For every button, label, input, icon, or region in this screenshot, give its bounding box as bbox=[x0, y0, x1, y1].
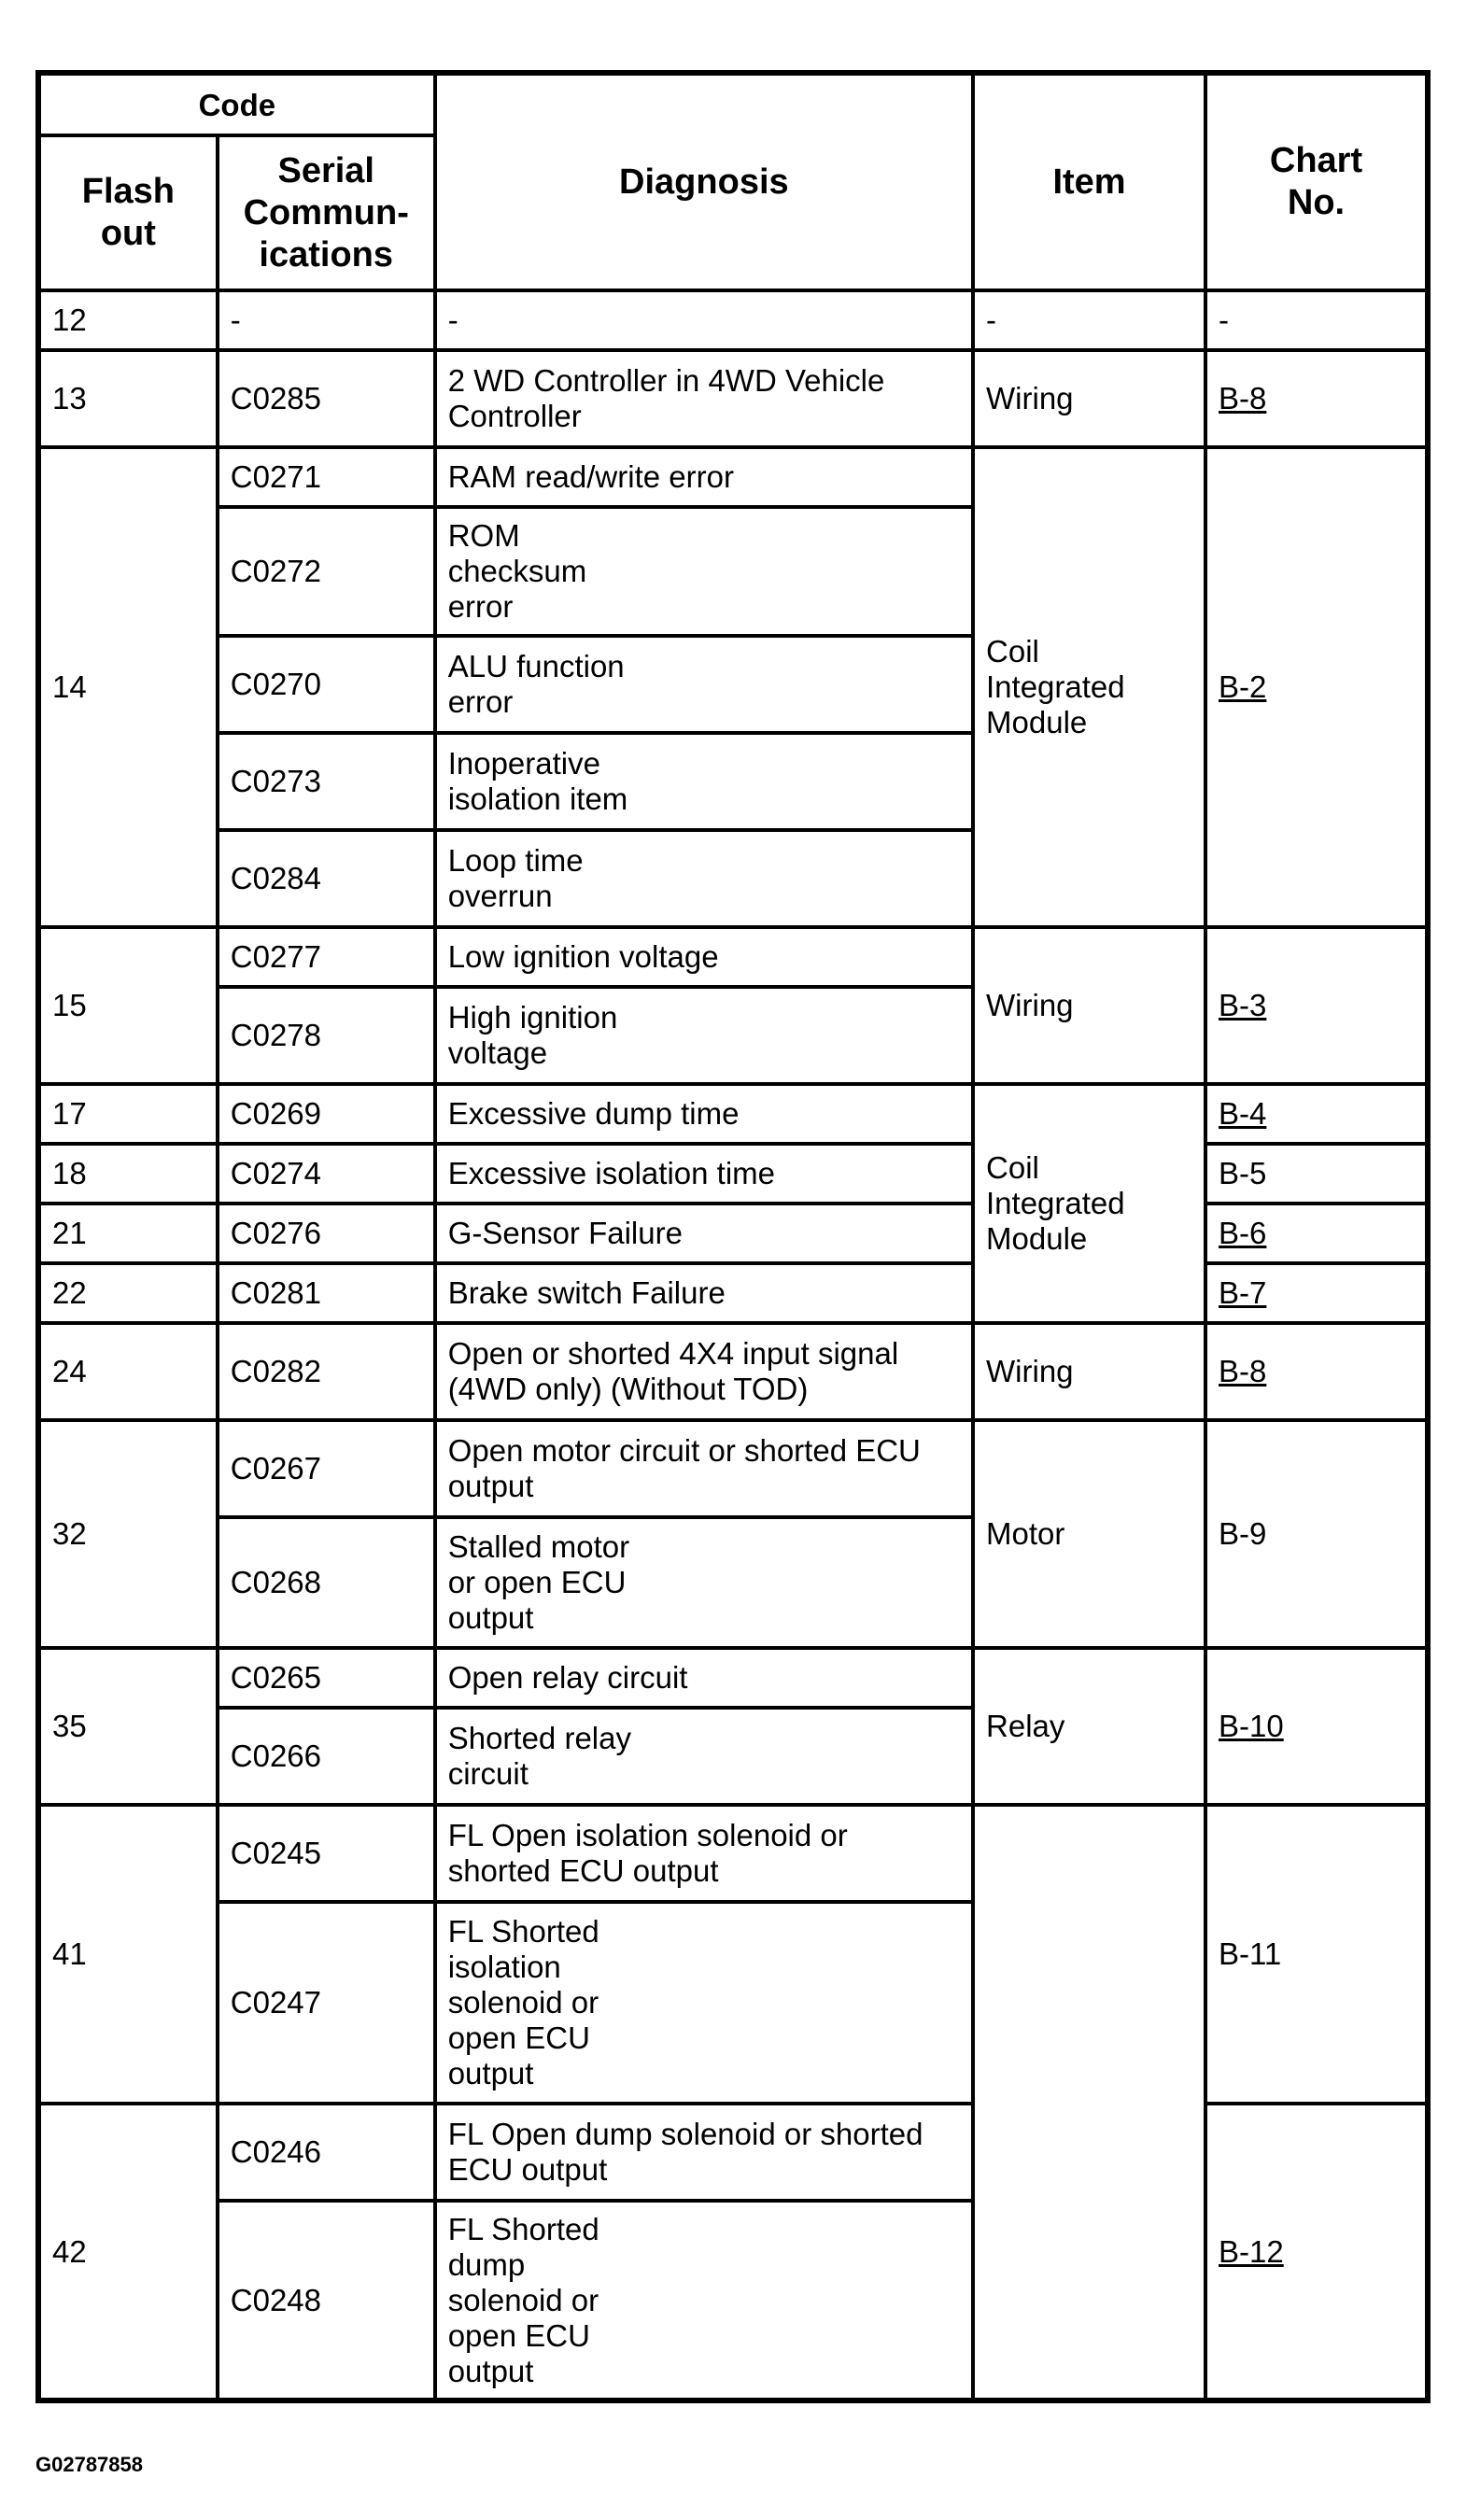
flash-out-header: Flash out bbox=[38, 135, 218, 290]
diagnosis-text: Excessive isolation time bbox=[435, 1144, 973, 1204]
table-row bbox=[38, 290, 1428, 350]
diagnosis-text: Open relay circuit bbox=[435, 1648, 973, 1708]
flash-code: 35 bbox=[38, 1648, 218, 1805]
chart-link[interactable]: B-10 bbox=[1219, 1709, 1284, 1743]
table-row bbox=[38, 1805, 1428, 1902]
diagnostic-code-table bbox=[35, 70, 1431, 2403]
item-text: Coil Integrated Module bbox=[973, 1084, 1205, 1323]
diagnosis-text: Open or shorted 4X4 input signal (4WD only) (Without TOD) bbox=[435, 1323, 973, 1420]
serial-code: C0246 bbox=[218, 2104, 435, 2201]
table-row bbox=[38, 1323, 1428, 1420]
diagnosis-text: G-Sensor Failure bbox=[435, 1204, 973, 1263]
diagnosis-text: Inoperative isolation item bbox=[435, 733, 973, 830]
table-row bbox=[38, 1204, 1428, 1263]
chart-link[interactable]: B-3 bbox=[1219, 988, 1267, 1022]
diagnosis-text: ROM checksum error bbox=[435, 507, 973, 636]
serial-code: C0266 bbox=[218, 1708, 435, 1805]
diagnosis-text: Brake switch Failure bbox=[435, 1263, 973, 1323]
diagnosis-text: FL Shorted isolation solenoid or open ECU output bbox=[435, 1902, 973, 2104]
serial-code: C0284 bbox=[218, 830, 435, 927]
diagnosis-text: Loop time overrun bbox=[435, 830, 973, 927]
item-text: Wiring bbox=[973, 350, 1205, 447]
chart-link[interactable]: B-7 bbox=[1219, 1275, 1267, 1310]
serial-code: C0273 bbox=[218, 733, 435, 830]
item-text: Coil Integrated Module bbox=[973, 447, 1205, 927]
serial-code: C0248 bbox=[218, 2201, 435, 2400]
table-row bbox=[38, 350, 1428, 447]
flash-code: 13 bbox=[38, 350, 218, 447]
item-text: Wiring bbox=[973, 1323, 1205, 1420]
serial-code: C0271 bbox=[218, 447, 435, 507]
serial-communications-header: Serial Commun- ications bbox=[218, 135, 435, 290]
diagnosis-text: FL Open dump solenoid or shorted ECU output bbox=[435, 2104, 973, 2201]
item-text: Motor bbox=[973, 1420, 1205, 1648]
serial-code: C0276 bbox=[218, 1204, 435, 1263]
serial-code: C0274 bbox=[218, 1144, 435, 1204]
flash-code: 17 bbox=[38, 1084, 218, 1144]
flash-code: 15 bbox=[38, 927, 218, 1084]
item-header: Item bbox=[973, 73, 1205, 290]
chart-no: - bbox=[1205, 290, 1428, 350]
item-text: - bbox=[973, 290, 1205, 350]
item-text: Relay bbox=[973, 1648, 1205, 1805]
serial-code: C0265 bbox=[218, 1648, 435, 1708]
diagnosis-header: Diagnosis bbox=[435, 73, 973, 290]
serial-code: C0272 bbox=[218, 507, 435, 636]
serial-code: C0281 bbox=[218, 1263, 435, 1323]
diagnosis-text: High ignition voltage bbox=[435, 987, 973, 1084]
serial-code: C0285 bbox=[218, 350, 435, 447]
chart-no: B-11 bbox=[1205, 1805, 1428, 2104]
diagnosis-text: Open motor circuit or shorted ECU output bbox=[435, 1420, 973, 1517]
code-header: Code bbox=[38, 73, 435, 135]
diagnosis-text: FL Open isolation solenoid or shorted ECU output bbox=[435, 1805, 973, 1902]
serial-code: C0277 bbox=[218, 927, 435, 987]
table-row bbox=[38, 1420, 1428, 1517]
serial-code: C0247 bbox=[218, 1902, 435, 2104]
chart-link[interactable]: B-8 bbox=[1219, 381, 1267, 415]
flash-code: 41 bbox=[38, 1805, 218, 2104]
serial-code: C0268 bbox=[218, 1517, 435, 1648]
table-row bbox=[38, 1144, 1428, 1204]
flash-code: 14 bbox=[38, 447, 218, 927]
item-text bbox=[973, 1805, 1205, 2400]
figure-id: G02787858 bbox=[35, 2453, 143, 2476]
chart-link[interactable]: B-12 bbox=[1219, 2233, 1284, 2269]
serial-code: C0267 bbox=[218, 1420, 435, 1517]
table-row bbox=[38, 1648, 1428, 1708]
table-row bbox=[38, 447, 1428, 507]
chart-link[interactable]: B-4 bbox=[1219, 1096, 1267, 1131]
serial-code: C0278 bbox=[218, 987, 435, 1084]
table-row bbox=[38, 1263, 1428, 1323]
serial-code: - bbox=[218, 290, 435, 350]
diagnosis-text: ALU function error bbox=[435, 636, 973, 733]
diagnosis-text: FL Shorted dump solenoid or open ECU output bbox=[435, 2201, 973, 2400]
flash-code: 22 bbox=[38, 1263, 218, 1323]
diagnosis-text: 2 WD Controller in 4WD Vehicle Controller bbox=[435, 350, 973, 447]
serial-code: C0245 bbox=[218, 1805, 435, 1902]
serial-code: C0282 bbox=[218, 1323, 435, 1420]
flash-code: 18 bbox=[38, 1144, 218, 1204]
diagnosis-text: RAM read/write error bbox=[435, 447, 973, 507]
table-row bbox=[38, 2104, 1428, 2201]
serial-code: C0269 bbox=[218, 1084, 435, 1144]
chart-link[interactable]: B-2 bbox=[1219, 669, 1267, 704]
flash-code: 21 bbox=[38, 1204, 218, 1263]
chart-link[interactable]: B-8 bbox=[1219, 1354, 1267, 1388]
diagnosis-text: Excessive dump time bbox=[435, 1084, 973, 1144]
diagnosis-text: Low ignition voltage bbox=[435, 927, 973, 987]
chart-link[interactable]: B-6 bbox=[1219, 1216, 1267, 1250]
chart-no-header: Chart No. bbox=[1205, 73, 1428, 290]
chart-no: B-5 bbox=[1205, 1144, 1428, 1204]
table-row bbox=[38, 1084, 1428, 1144]
serial-code: C0270 bbox=[218, 636, 435, 733]
diagnosis-text: - bbox=[435, 290, 973, 350]
item-text: Wiring bbox=[973, 927, 1205, 1084]
flash-code: 32 bbox=[38, 1420, 218, 1648]
diagnosis-text: Shorted relay circuit bbox=[435, 1708, 973, 1805]
flash-code: 42 bbox=[38, 2104, 218, 2400]
flash-code: 24 bbox=[38, 1323, 218, 1420]
chart-no: B-9 bbox=[1205, 1420, 1428, 1648]
table-row bbox=[38, 927, 1428, 987]
diagnosis-text: Stalled motor or open ECU output bbox=[435, 1517, 973, 1648]
flash-code: 12 bbox=[38, 290, 218, 350]
